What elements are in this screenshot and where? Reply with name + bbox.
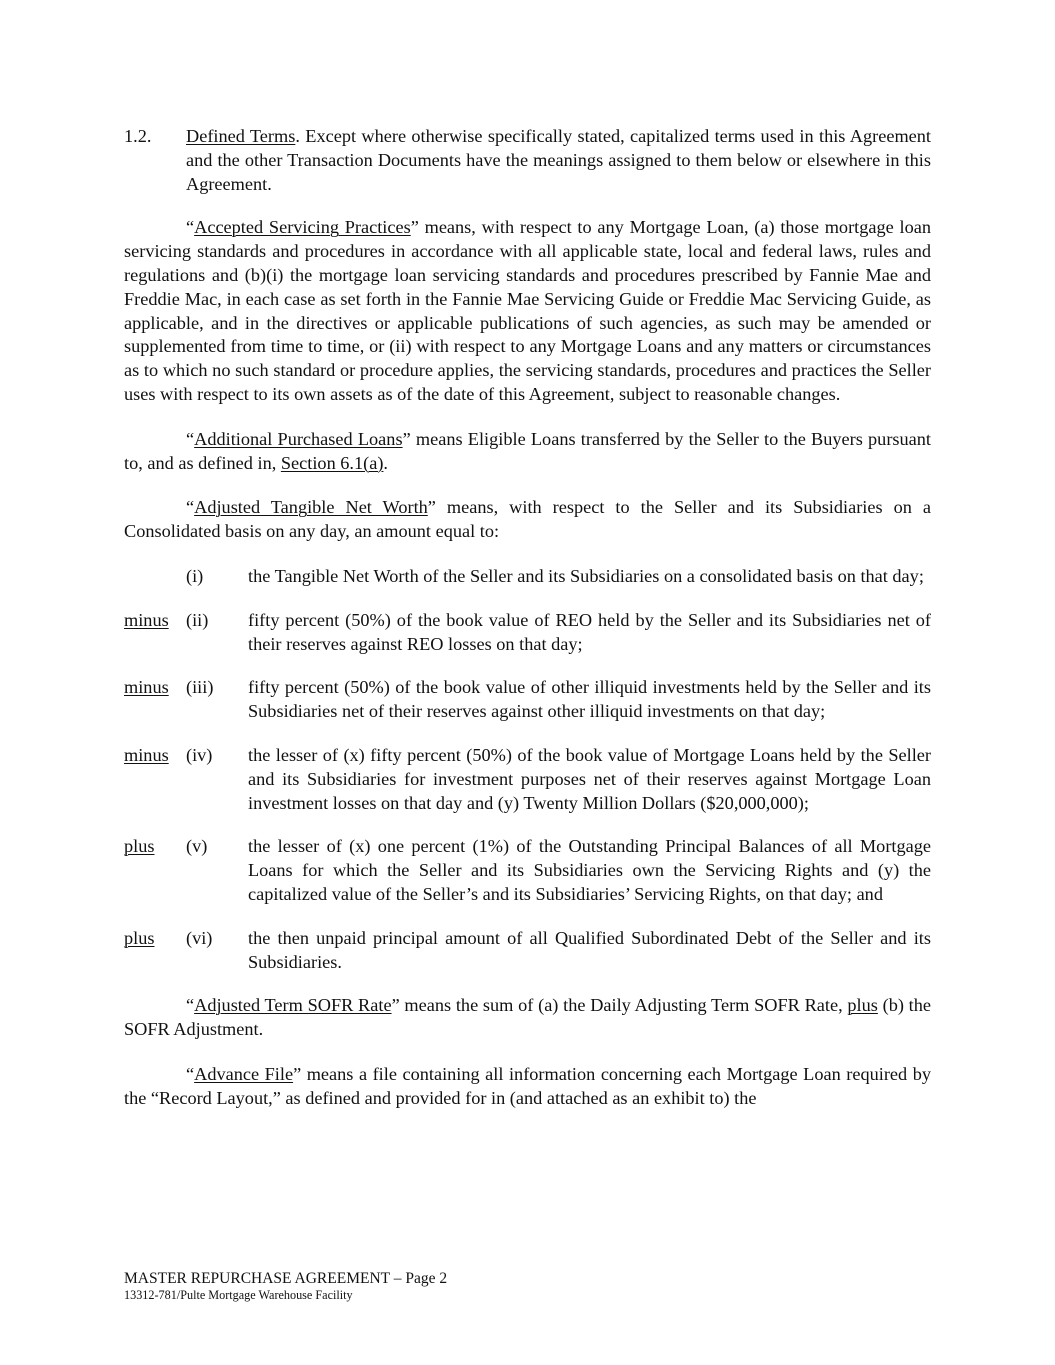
definition-additional-purchased-loans: “Additional Purchased Loans” means Eligible Loans transferred by the Seller to the Buyers pursuant to, and as defined in, Section 6.1(a).: [124, 428, 931, 473]
list-item: [124, 565, 931, 589]
section-title: Defined Terms: [186, 126, 296, 146]
item-prefix: plus: [124, 836, 155, 857]
adjusted-tnw-items: [124, 565, 931, 974]
item-text: fifty percent (50%) of the book value of other illiquid investments held by the Seller and its Subsidiaries net of their reserves against other illiquid investments on that day;: [248, 677, 931, 722]
item-prefix: plus: [124, 927, 155, 948]
list-item: [124, 927, 931, 975]
term-additional-purchased-loans: Additional Purchased Loans: [194, 428, 403, 449]
item-numeral: (i): [186, 565, 204, 586]
term-adjusted-tangible-net-worth: Adjusted Tangible Net Worth: [194, 497, 428, 518]
item-prefix: minus: [124, 744, 169, 765]
item-numeral: (v): [186, 836, 208, 857]
section-reference: Section 6.1(a): [280, 452, 384, 473]
item-numeral: (iv): [186, 744, 213, 765]
document-body: [124, 125, 931, 1132]
list-item: [124, 835, 931, 906]
section-number: 1.2.: [124, 126, 152, 146]
definition-adjusted-term-sofr-rate: “Adjusted Term SOFR Rate” means the sum of (a) the Daily Adjusting Term SOFR Rate, plus (b) the SOFR Adjustment.: [124, 995, 931, 1040]
item-numeral: (ii): [186, 609, 209, 630]
item-text: the Tangible Net Worth of the Seller and its Subsidiaries on a consolidated basis on that day;: [248, 565, 924, 586]
footer-title: MASTER REPURCHASE AGREEMENT – Page 2: [124, 1270, 448, 1287]
definition-advance-file: “Advance File” means a file containing all information concerning each Mortgage Loan required by the “Record Layout,” as defined and provided for in (and attached as an exhibit to) the: [124, 1063, 931, 1108]
term-accepted-servicing-practices: Accepted Servicing Practices: [194, 217, 411, 238]
item-text: fifty percent (50%) of the book value of REO held by the Seller and its Subsidiaries net of their reserves against REO losses on that day;: [248, 609, 931, 654]
section-heading: [124, 125, 931, 196]
term-advance-file: Advance File: [194, 1063, 294, 1084]
definition-adjusted-tangible-net-worth: “Adjusted Tangible Net Worth” means, with respect to the Seller and its Subsidiaries on a Consolidated basis on any day, an amount equal to:: [124, 497, 931, 542]
plus-word: plus: [847, 995, 878, 1016]
item-text: the then unpaid principal amount of all Qualified Subordinated Debt of the Seller and its Subsidiaries.: [248, 927, 931, 972]
item-prefix: minus: [124, 609, 169, 630]
footer-reference: 13312-781/Pulte Mortgage Warehouse Facility: [124, 1288, 353, 1302]
section-intro: . Except where otherwise specifically stated, capitalized terms used in this Agreement and the other Transaction Documents have the meanings assigned to them below or elsewhere in this Agreement.: [186, 126, 931, 194]
term-adjusted-term-sofr-rate: Adjusted Term SOFR Rate: [194, 995, 392, 1016]
item-text: the lesser of (x) fifty percent (50%) of the book value of Mortgage Loans held by the Seller and its Subsidiaries for investment purposes net of their reserves against Mortgage Loan investment losses on that day and (y) Twenty Million Dollars ($20,000,000);: [248, 744, 931, 813]
list-item: [124, 609, 931, 657]
list-item: [124, 676, 931, 724]
item-numeral: (vi): [186, 927, 213, 948]
item-text: the lesser of (x) one percent (1%) of the Outstanding Principal Balances of all Mortgage Loans for which the Seller and its Subsidiaries own the Servicing Rights and (y) the capitalized value of the Seller’s and its Subsidiaries’ Servicing Rights, on that day; and: [248, 836, 931, 904]
list-item: [124, 744, 931, 815]
item-prefix: minus: [124, 677, 169, 698]
page-footer: [124, 1270, 447, 1303]
item-numeral: (iii): [186, 677, 214, 698]
item-prefix: [124, 565, 186, 589]
definition-accepted-servicing-practices: “Accepted Servicing Practices” means, with respect to any Mortgage Loan, (a) those mortgage loan servicing standards and procedures in accordance with all applicable state, local and federal laws, rules and regulations and (b)(i) the mortgage loan servicing standards and procedures prescribed by Fannie Mae and Freddie Mac, in each case as set forth in the Fannie Mae Servicing Guide or Freddie Mac Servicing Guide, as applicable, and in the directives or applicable publications of such agencies, as such may be amended or supplemented from time to time, or (ii) with respect to any Mortgage Loans and any matters or circumstances as to which no such standard or procedure applies, the servicing standards, procedures and practices the Seller uses with respect to its own assets as of the date of this Agreement, subject to reasonable changes.: [124, 217, 931, 404]
